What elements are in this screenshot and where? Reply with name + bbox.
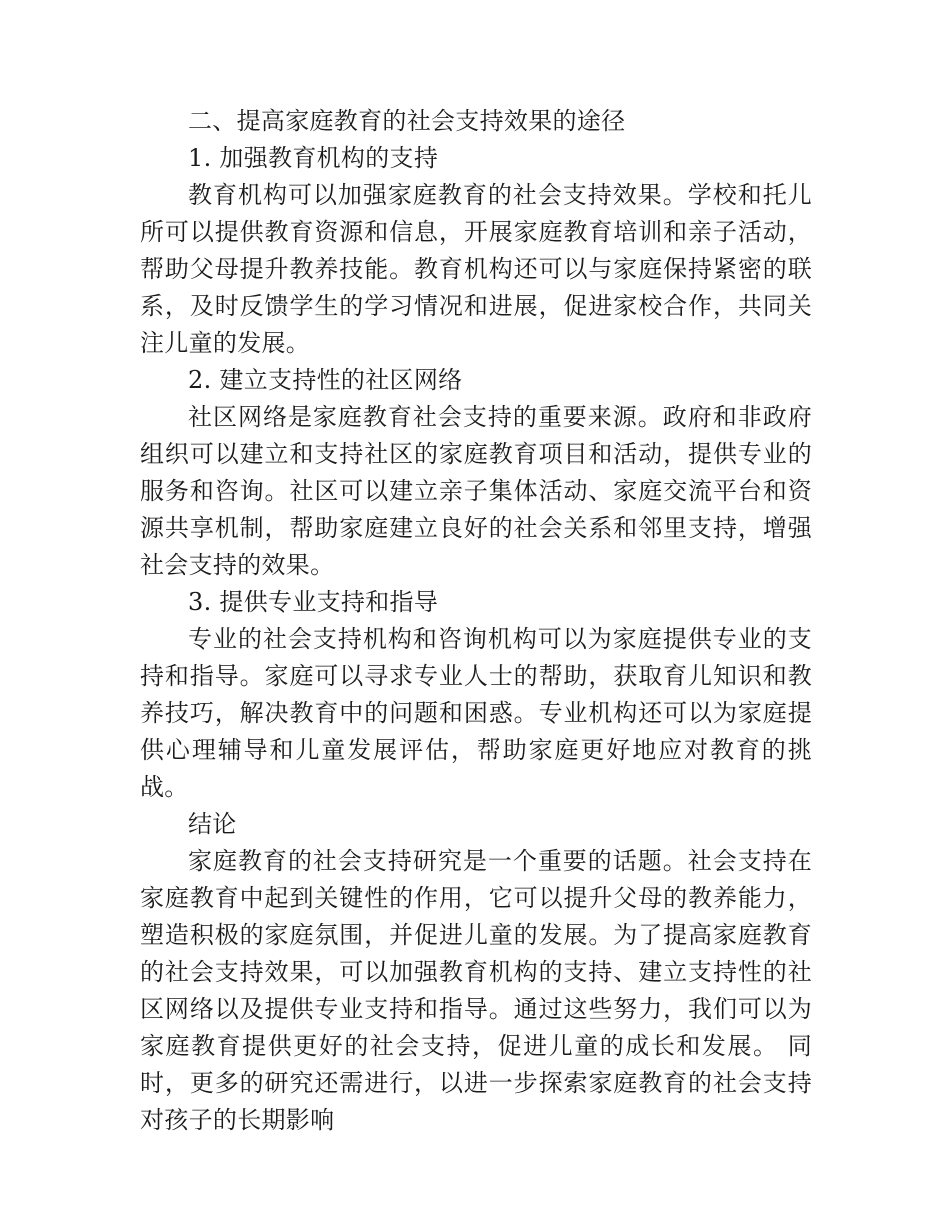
document-body: [140, 103, 812, 1139]
subheading-1: 1. 加强教育机构的支持: [188, 144, 439, 172]
paragraph-1: 教育机构可以加强家庭教育的社会支持效果。学校和托儿所可以提供教育资源和信息，开展家庭教育培训和亲子活动，帮助父母提升教养技能。教育机构还可以与家庭保持紧密的联系，及时反馈学生的学习情况和进展，促进家校合作，共同关注儿童的发展。: [140, 181, 812, 357]
section-heading: 二、提高家庭教育的社会支持效果的途径: [188, 107, 626, 135]
conclusion-heading: 结论: [188, 810, 237, 838]
subheading-2: 2. 建立支持性的社区网络: [188, 366, 463, 394]
paragraph-2: 社区网络是家庭教育社会支持的重要来源。政府和非政府组织可以建立和支持社区的家庭教育项目和活动，提供专业的服务和咨询。社区可以建立亲子集体活动、家庭交流平台和资源共享机制，帮助家庭建立良好的社会关系和邻里支持，增强社会支持的效果。: [140, 403, 812, 579]
conclusion-paragraph: 家庭教育的社会支持研究是一个重要的话题。社会支持在家庭教育中起到关键性的作用，它可以提升父母的教养能力，塑造积极的家庭氛围，并促进儿童的发展。为了提高家庭教育的社会支持效果，可以加强教育机构的支持、建立支持性的社区网络以及提供专业支持和指导。通过这些努力，我们可以为家庭教育提供更好的社会支持，促进儿童的成长和发展。 同时，更多的研究还需进行，以进一步探索家庭教育的社会支持对孩子的长期影响: [140, 847, 812, 1134]
subheading-3: 3. 提供专业支持和指导: [188, 588, 439, 616]
paragraph-3: 专业的社会支持机构和咨询机构可以为家庭提供专业的支持和指导。家庭可以寻求专业人士的帮助，获取育儿知识和教养技巧，解决教育中的问题和困惑。专业机构还可以为家庭提供心理辅导和儿童发展评估，帮助家庭更好地应对教育的挑战。: [140, 625, 812, 801]
